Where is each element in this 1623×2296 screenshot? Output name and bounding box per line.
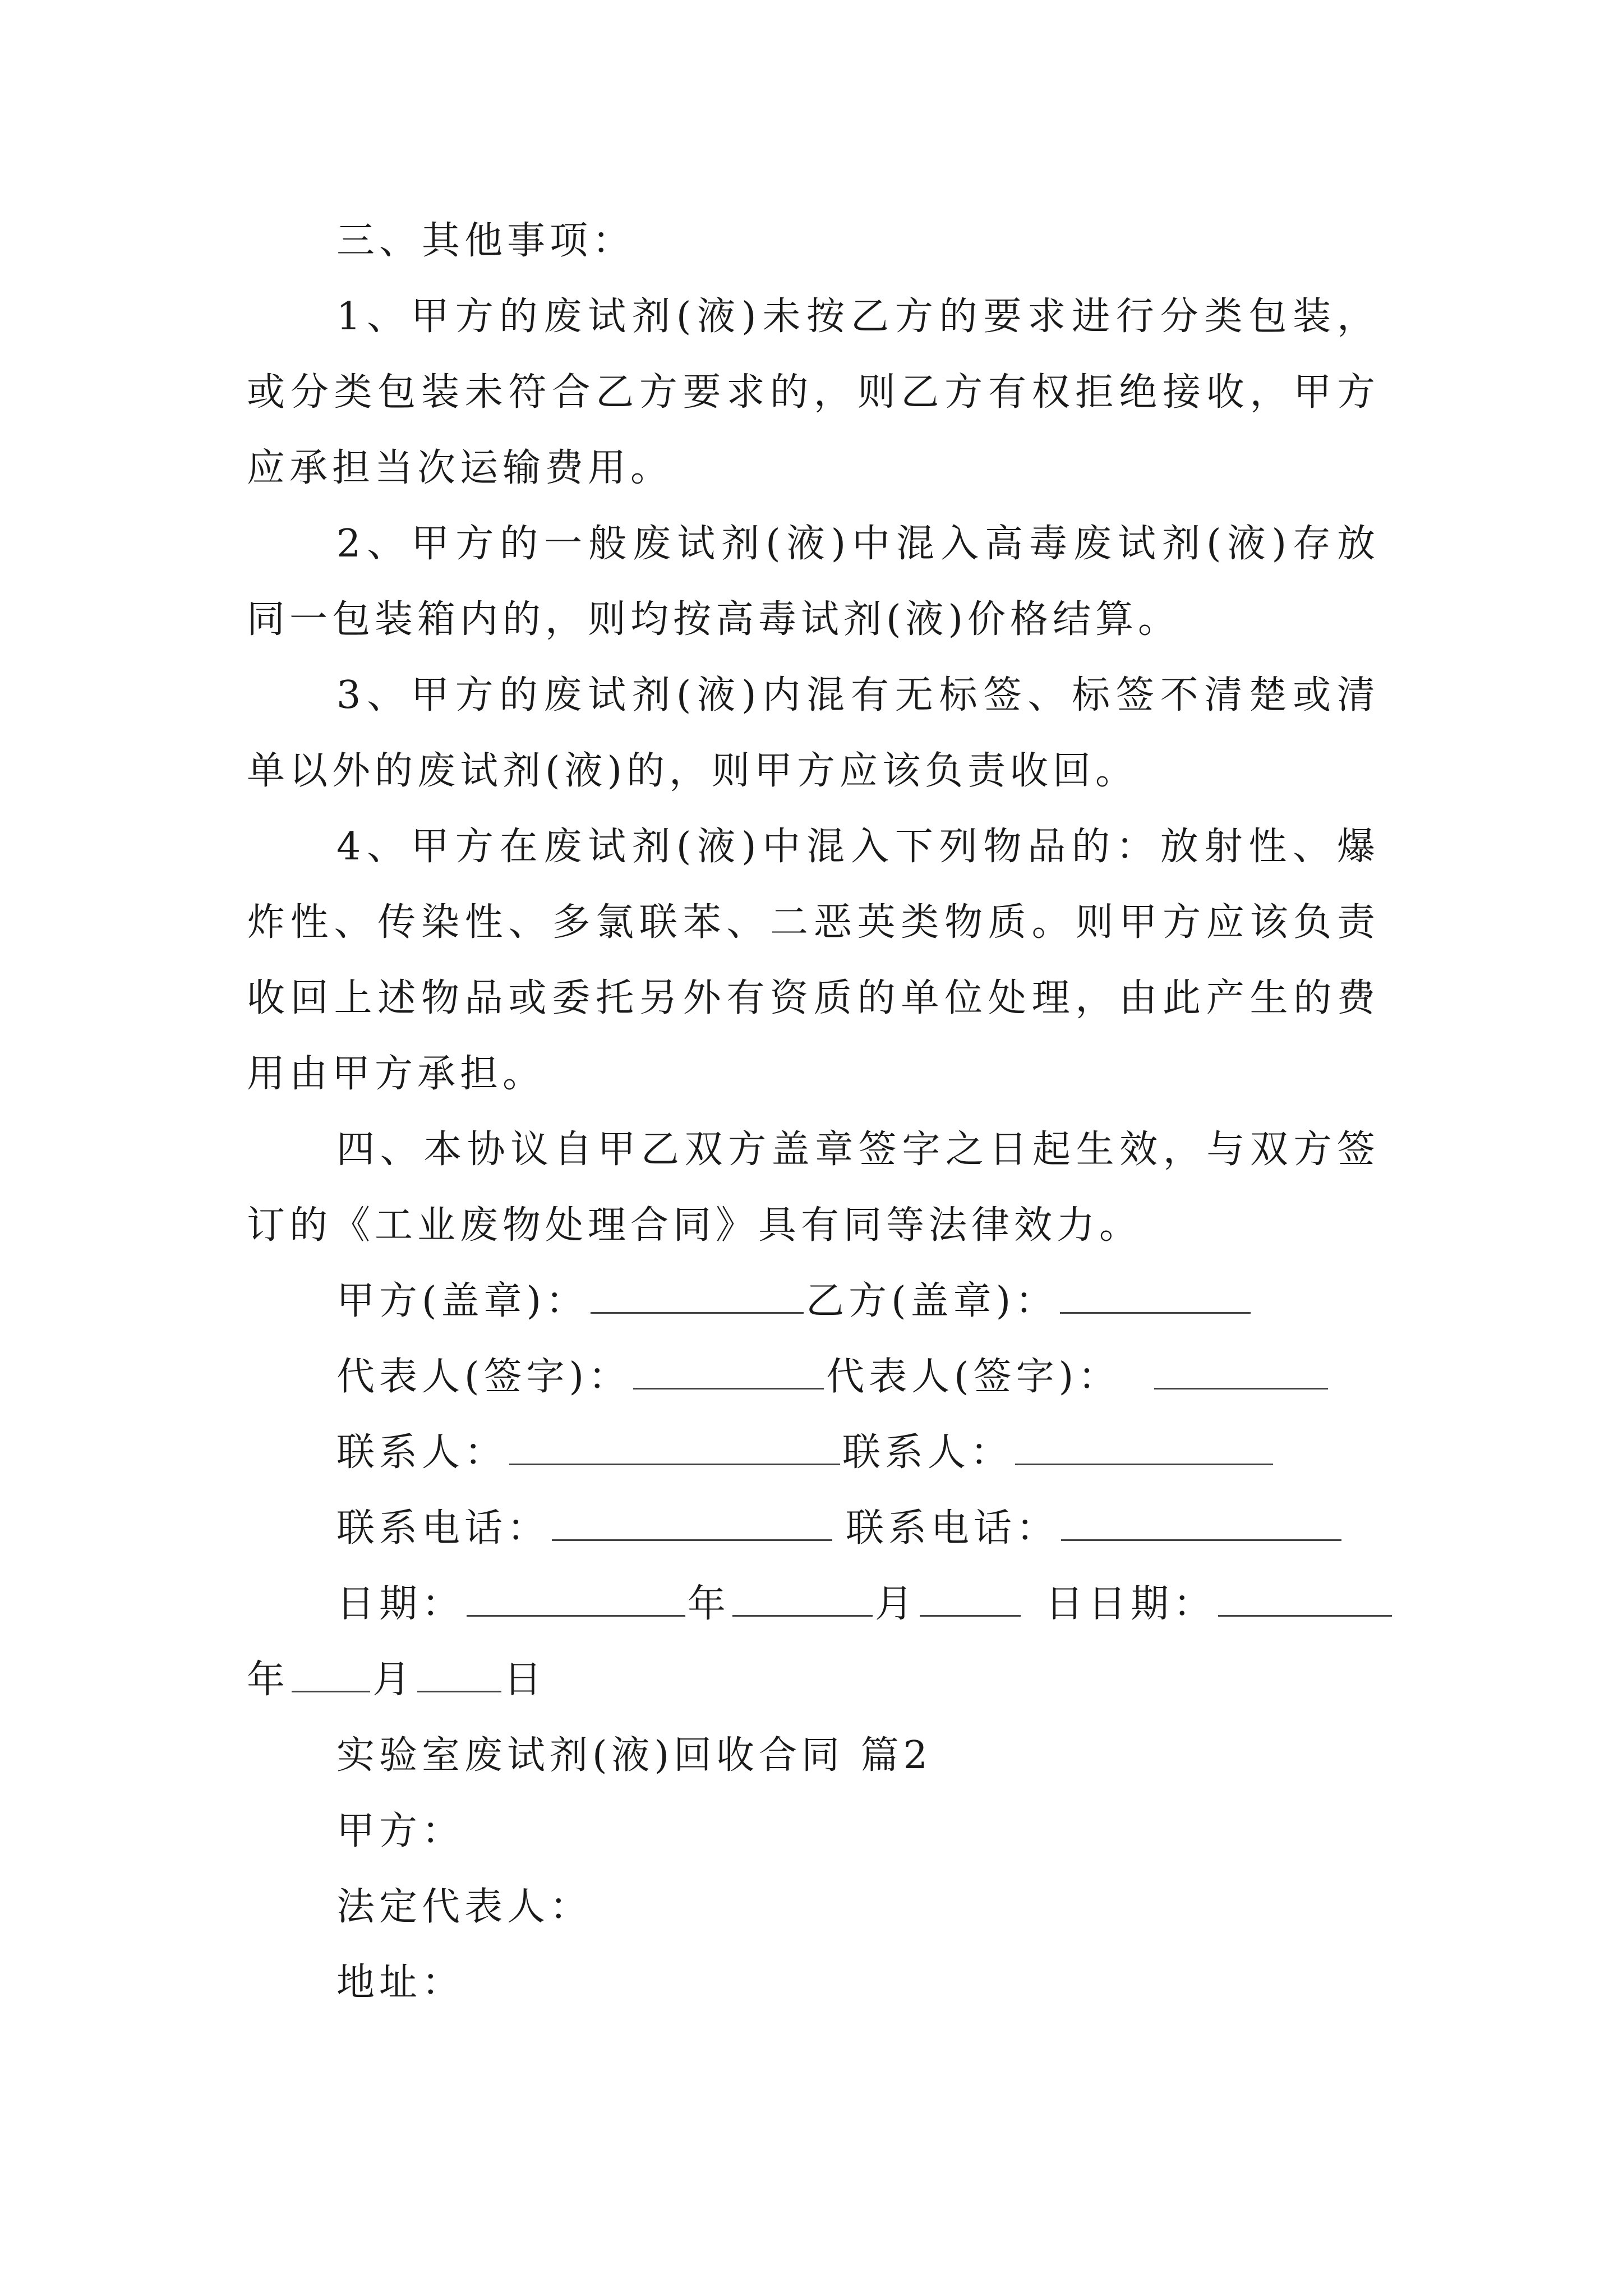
date-b-year-label: 年 xyxy=(247,1658,290,1702)
section-four-line2: 订的《工业废物处理合同》具有同等法律效力。 xyxy=(247,1203,1142,1248)
item1-line2: 或分类包装未符合乙方要求的，则乙方有权拒绝接收，甲方 xyxy=(247,370,1380,415)
date-a-month-blank xyxy=(732,1581,873,1617)
date-b-month-blank xyxy=(292,1657,370,1692)
item1-line3: 应承担当次运输费用。 xyxy=(247,446,674,490)
phone-a-blank xyxy=(552,1506,832,1541)
phone-b-label: 联系电话： xyxy=(846,1506,1059,1550)
item3-line2: 单以外的废试剂(液)的，则甲方应该负责收回。 xyxy=(247,749,1138,793)
item2-line1: 2、甲方的一般废试剂(液)中混入高毒废试剂(液)存放 xyxy=(336,522,1380,566)
date-row xyxy=(336,1576,1394,1632)
date-a-year-blank xyxy=(467,1581,685,1617)
item2-line2: 同一包装箱内的，则均按高毒试剂(液)价格结算。 xyxy=(247,597,1181,642)
contact-a-blank xyxy=(509,1430,840,1465)
item4-line4: 用由甲方承担。 xyxy=(247,1052,546,1096)
item4-line1: 4、甲方在废试剂(液)中混入下列物品的：放射性、爆 xyxy=(336,825,1380,869)
party-a-label: 甲方： xyxy=(336,1809,465,1853)
date-a-month-label: 月 xyxy=(875,1582,918,1626)
item4-line2: 炸性、传染性、多氯联苯、二恶英类物质。则甲方应该负责 xyxy=(247,900,1380,945)
party-b-seal-label: 乙方(盖章)： xyxy=(806,1279,1058,1323)
date-b-label: 日日期： xyxy=(1045,1582,1216,1626)
phone-b-blank xyxy=(1061,1506,1341,1541)
date-b-blank xyxy=(1218,1581,1392,1617)
item1-line1: 1、甲方的废试剂(液)未按乙方的要求进行分类包装， xyxy=(336,295,1380,339)
party-a-seal-label: 甲方(盖章)： xyxy=(336,1279,589,1323)
phone-row xyxy=(336,1501,1344,1557)
address-label: 地址： xyxy=(336,1961,465,2005)
party-b-seal-blank xyxy=(1060,1278,1251,1314)
party-a-seal-blank xyxy=(591,1278,804,1314)
representative-row xyxy=(336,1349,1330,1405)
rep-a-label: 代表人(签字)： xyxy=(336,1355,631,1399)
seal-row xyxy=(336,1273,1253,1329)
date-a-label: 日期： xyxy=(336,1582,465,1626)
contact-b-label: 联系人： xyxy=(842,1430,1013,1475)
item4-line3: 收回上述物品或委托另外有资质的单位处理，由此产生的费 xyxy=(247,976,1380,1020)
section-four-line1: 四、本协议自甲乙双方盖章签字之日起生效，与双方签 xyxy=(336,1128,1380,1172)
date-a-year-label: 年 xyxy=(688,1582,731,1626)
date-b-month-label: 月 xyxy=(372,1658,416,1702)
rep-b-blank xyxy=(1154,1354,1328,1389)
date-b-day-label: 日 xyxy=(504,1658,547,1702)
contact-row xyxy=(336,1425,1275,1481)
phone-a-label: 联系电话： xyxy=(336,1506,550,1550)
date-row-continued xyxy=(247,1652,546,1708)
date-a-day-blank xyxy=(920,1581,1021,1617)
item3-line1: 3、甲方的废试剂(液)内混有无标签、标签不清楚或清 xyxy=(336,673,1380,717)
contract2-title: 实验室废试剂(液)回收合同 篇2 xyxy=(336,1733,932,1778)
rep-b-label: 代表人(签字)： xyxy=(826,1355,1121,1399)
rep-a-blank xyxy=(633,1354,824,1389)
date-b-day-blank xyxy=(417,1657,501,1692)
contact-a-label: 联系人： xyxy=(336,1430,508,1475)
contact-b-blank xyxy=(1015,1430,1273,1465)
section-three-heading: 三、其他事项： xyxy=(336,219,635,263)
legal-representative-label: 法定代表人： xyxy=(336,1885,593,1929)
